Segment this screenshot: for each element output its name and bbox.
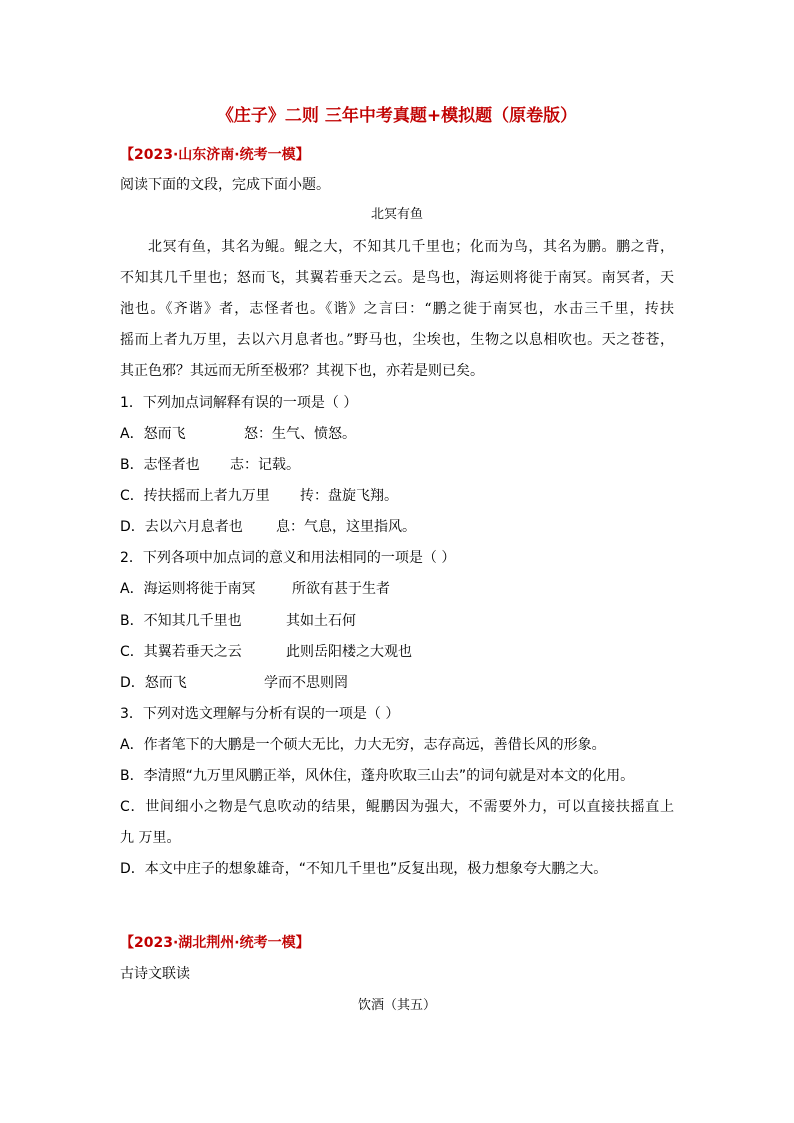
passage-title: 北冥有鱼: [370, 207, 423, 222]
question-2-option-c: [120, 642, 412, 662]
passage-line: 不知其几千里也；怒而飞，其翼若垂天之云。是鸟也，海运则将徙于南冥。南冥者，天: [120, 270, 674, 286]
option-note: 所欲有甚于生者: [292, 581, 390, 597]
passage-line: 北冥有鱼，其名为鲲。鲲之大，不知其几千里也；化而为鸟，其名为鹏。鹏之背，: [148, 239, 674, 255]
question-1-option-b: [120, 455, 300, 475]
question-1-option-c: [120, 486, 398, 506]
question-1-option-d: [120, 517, 416, 537]
option-text: D．去以六月息者也: [120, 519, 243, 535]
option-note: 息：气息，这里指风。: [276, 519, 416, 535]
option-text: B．不知其几千里也: [120, 613, 242, 629]
question-3-option-a: A．作者笔下的大鹏是一个硕大无比，力大无穷，志存高远，善借长风的形象。: [120, 737, 606, 753]
question-3-stem: 3．下列对选文理解与分析有误的一项是（ ）: [120, 706, 400, 722]
section2-source: 【2023·湖北荆州·统考一模】: [120, 935, 310, 951]
option-note: 怒：生气、愤怒。: [244, 426, 356, 442]
option-text: D．怒而飞: [120, 675, 187, 691]
question-2-option-a: [120, 579, 390, 599]
option-note: 抟：盘旋飞翔。: [300, 488, 398, 504]
question-2-option-b: [120, 611, 356, 631]
section1-source: 【2023·山东济南·统考一模】: [120, 147, 310, 163]
question-3-option-c: C．世间细小之物是气息吹动的结果，鲲鹏因为强大，不需要外力，可以直接扶摇直上: [120, 799, 674, 815]
question-1-stem: 1．下列加点词解释有误的一项是（ ）: [120, 395, 358, 411]
question-3-option-b: B．李清照“九万里风鹏正举，风休住，蓬舟吹取三山去”的词句就是对本文的化用。: [120, 768, 635, 784]
section1-instruction: 阅读下面的文段，完成下面小题。: [120, 177, 330, 193]
passage-line: 摇而上者九万里，去以六月息者也。”野马也，尘埃也，生物之以息相吹也。天之苍苍，: [120, 332, 674, 348]
question-1-option-a: [120, 424, 356, 444]
page-title: 《庄子》二则 三年中考真题+模拟题（原卷版）: [216, 106, 578, 126]
option-text: C．抟扶摇而上者九万里: [120, 488, 270, 504]
question-2-stem: 2．下列各项中加点词的意义和用法相同的一项是（ ）: [120, 550, 456, 566]
option-note: 志：记载。: [230, 457, 300, 473]
poem-title: 饮酒（其五）: [357, 998, 436, 1013]
section2-instruction: 古诗文联读: [120, 966, 190, 982]
option-note: 其如土石何: [286, 613, 356, 629]
question-2-option-d: [120, 673, 348, 693]
question-3-option-d: D．本文中庄子的想象雄奇，“不知几千里也”反复出现，极力想象夸大鹏之大。: [120, 861, 608, 877]
option-text: B．志怪者也: [120, 457, 200, 473]
option-note: 此则岳阳楼之大观也: [286, 644, 412, 660]
option-text: A．海运则将徙于南冥: [120, 581, 256, 597]
passage-line: 池也。《齐谐》者，志怪者也。《谐》之言曰：“鹏之徙于南冥也，水击三千里，抟扶: [120, 301, 674, 317]
option-text: A．怒而飞: [120, 426, 186, 442]
passage-line: 其正色邪？其远而无所至极邪？其视下也，亦若是则已矣。: [120, 363, 484, 379]
question-3-option-c-cont: 九 万里。: [120, 830, 181, 846]
option-note: 学而不思则罔: [264, 675, 348, 691]
option-text: C．其翼若垂天之云: [120, 644, 242, 660]
